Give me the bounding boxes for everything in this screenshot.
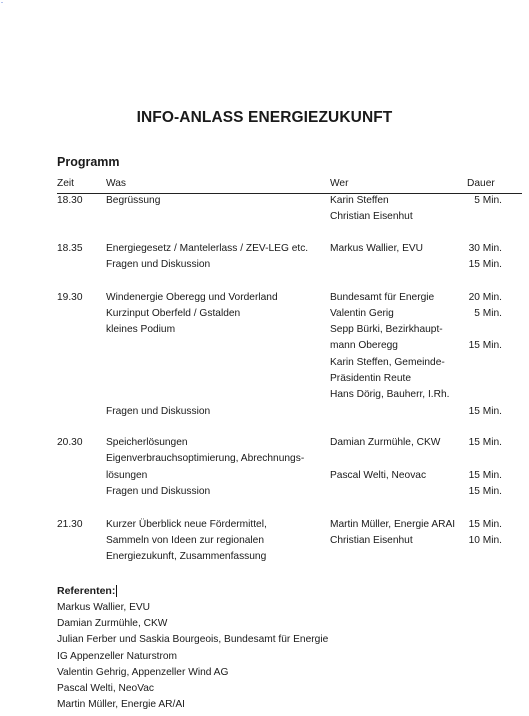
row-what: Energiegesetz / Mantelerlass / ZEV-LEG etc.: [106, 243, 309, 254]
table-row: [0, 468, 529, 484]
row-who: Sepp Bürki, Bezirkhaupt-: [330, 324, 443, 335]
row-who: Markus Wallier, EVU: [330, 243, 424, 254]
row-what: kleines Podium: [106, 324, 176, 335]
row-what: Fragen und Diskussion: [106, 259, 211, 270]
row-time: 18.35: [57, 243, 83, 254]
referent-item: IG Appenzeller Naturstrom: [57, 651, 178, 662]
table-row: [0, 209, 529, 225]
row-who: Präsidentin Reute: [330, 373, 411, 384]
row-who: Martin Müller, Energie ARAI: [330, 519, 456, 530]
row-who: Damian Zurmühle, CKW: [330, 437, 441, 448]
referent-item: Damian Zurmühle, CKW: [57, 618, 168, 629]
row-duration: 15 Min.: [468, 259, 502, 270]
row-duration: 15 Min.: [468, 470, 502, 481]
row-who: Christian Eisenhut: [330, 211, 413, 222]
row-who: mann Oberegg: [330, 340, 398, 351]
row-what: Fragen und Diskussion: [106, 486, 211, 497]
row-who: Valentin Gerig: [330, 308, 394, 319]
table-row: [0, 306, 529, 322]
document-title: INFO-ANLASS ENERGIEZUKUNFT: [136, 109, 393, 126]
referent-item: Markus Wallier, EVU: [57, 602, 151, 613]
table-row: [0, 290, 529, 306]
row-duration: 30 Min.: [468, 243, 502, 254]
row-duration: 15 Min.: [468, 519, 502, 530]
row-duration: 5 Min.: [474, 195, 502, 206]
row-what: Kurzinput Oberfeld / Gstalden: [106, 308, 241, 319]
column-header-zeit: Zeit: [57, 178, 74, 189]
column-header-dauer: Dauer: [467, 178, 495, 189]
table-row: [0, 435, 529, 451]
referent-item: Valentin Gehrig, Appenzeller Wind AG: [57, 667, 229, 678]
row-who: Christian Eisenhut: [330, 535, 413, 546]
row-what: Fragen und Diskussion: [106, 406, 211, 417]
row-what: Sammeln von Ideen zur regionalen: [106, 535, 265, 546]
row-duration: 15 Min.: [468, 486, 502, 497]
row-what: Speicherlösungen: [106, 437, 188, 448]
table-row: [0, 241, 529, 257]
column-header-was: Was: [106, 178, 126, 189]
table-row: [0, 193, 529, 209]
row-duration: 5 Min.: [474, 308, 502, 319]
column-header-wer: Wer: [330, 178, 349, 189]
row-duration: 20 Min.: [468, 292, 502, 303]
table-row: [0, 404, 529, 420]
row-who: Hans Dörig, Bauherr, I.Rh.: [330, 389, 450, 400]
referenten-heading[interactable]: [57, 583, 117, 599]
program-heading: Programm: [57, 155, 120, 169]
row-time: 18.30: [57, 195, 83, 206]
row-duration: 15 Min.: [468, 406, 502, 417]
row-what: Eigenverbrauchsoptimierung, Abrechnungs-: [106, 453, 305, 464]
row-what: Windenergie Oberegg und Vorderland: [106, 292, 278, 303]
row-time: 21.30: [57, 519, 83, 530]
table-row: [0, 533, 529, 549]
table-row: [0, 355, 529, 371]
table-row: [0, 517, 529, 533]
row-who: Karin Steffen: [330, 195, 389, 206]
table-row: [0, 484, 529, 500]
referent-item: Martin Müller, Energie AR/AI: [57, 699, 185, 710]
row-what: Kurzer Überblick neue Fördermittel,: [106, 519, 267, 530]
referenten-heading-text: Referenten:: [57, 585, 116, 597]
table-row: [0, 371, 529, 387]
referent-item: Pascal Welti, NeoVac: [57, 683, 155, 694]
table-header: [0, 176, 529, 192]
row-what: Begrüssung: [106, 195, 161, 206]
table-row: [0, 338, 529, 354]
table-row: [0, 257, 529, 273]
row-duration: 15 Min.: [468, 340, 502, 351]
table-row: [0, 387, 529, 403]
table-row: [0, 322, 529, 338]
referent-item: Julian Ferber und Saskia Bourgeois, Bundesamt für Energie: [57, 634, 329, 645]
row-what: Energiezukunft, Zusammenfassung: [106, 551, 267, 562]
row-who: Karin Steffen, Gemeinde-: [330, 357, 445, 368]
row-time: 19.30: [57, 292, 83, 303]
table-row: [0, 451, 529, 467]
text-cursor: [116, 585, 117, 597]
row-what: lösungen: [106, 470, 148, 481]
table-row: [0, 549, 529, 565]
row-duration: 15 Min.: [468, 437, 502, 448]
corner-mark: -: [1, 0, 3, 6]
row-who: Bundesamt für Energie: [330, 292, 435, 303]
row-time: 20.30: [57, 437, 83, 448]
row-who: Pascal Welti, Neovac: [330, 470, 427, 481]
row-duration: 10 Min.: [468, 535, 502, 546]
